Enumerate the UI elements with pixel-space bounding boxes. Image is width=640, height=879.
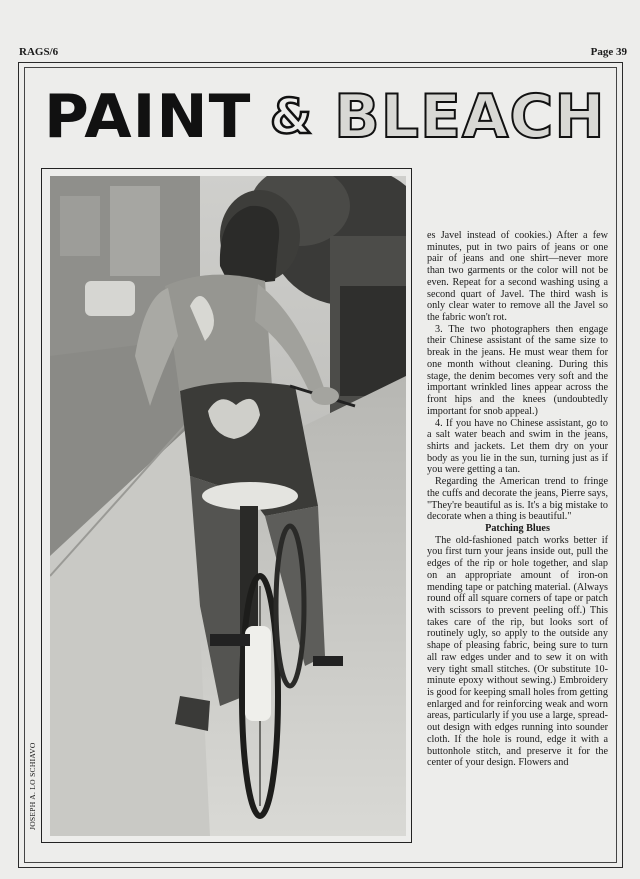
title-word-bleach: BLEACH	[334, 82, 606, 152]
article-column	[427, 230, 608, 769]
article-paragraph: 3. The two photographers then engage their Chinese assistant of the same size to break in the jeans. He must wear them for one month without cleaning. During this stage, the denim becomes very soft and the important wrinkled lines appear across the front hips and the knees (undoubtedly important for snob appeal.)	[427, 323, 608, 417]
title-word-paint: PAINT	[44, 82, 252, 152]
article-paragraph: Regarding the American trend to fringe the cuffs and decorate the jeans, Pierre says, "They're beautiful as is. It's a big mistake to decorate when a thing is beautiful."	[427, 476, 608, 523]
title-ampersand: &	[270, 89, 313, 145]
photo-credit: JOSEPH A. LO SCHIAVO	[28, 742, 37, 830]
page-number: Page 39	[590, 46, 627, 58]
section-subhead: Patching Blues	[485, 522, 550, 534]
article-paragraph: The old-fashioned patch works better if you first turn your jeans inside out, pull the edges of the rip or hole together, and slap on an appropriate amount of iron-on mending tape or patching material. (Always round off all square corners of tape or patch with scissors to prevent peeling off.) This takes care of the rip, but looks sort of routinely ugly, so apply to the outside any shape of pleasing fabric, being sure to turn all raw edges under and to sew it on with very tight small stitches. (Or substitute 10-minute epoxy without sewing.) Embroidery is good for keeping small holes from getting enlarged and for reinforcing weak and worn areas, particularly if you use a large, spread-out design with edges running into sounder cloth. If the hole is round, edge it with a buttonhole stitch, and preserve it for the center of your design. Flowers and	[427, 534, 608, 769]
cyclist-photo	[50, 176, 406, 836]
article-title	[44, 82, 604, 152]
article-paragraph: es Javel instead of cookies.) After a few minutes, put in two pairs of jeans or one pair of jeans and one shirt—never more than two garments or the color will not be even. Repeat for a second washing using a second quart of Javel. The third wash is only clear water to remove all the Javel so the fabric won't rot.	[427, 230, 608, 324]
running-head-left: RAGS/6	[19, 46, 59, 58]
article-paragraph: 4. If you have no Chinese assistant, go to a salt water beach and swim in the jeans, shirts and jackets. Let them dry on your body as you lie in the sun, turning just as if you were getting a tan.	[427, 417, 608, 476]
